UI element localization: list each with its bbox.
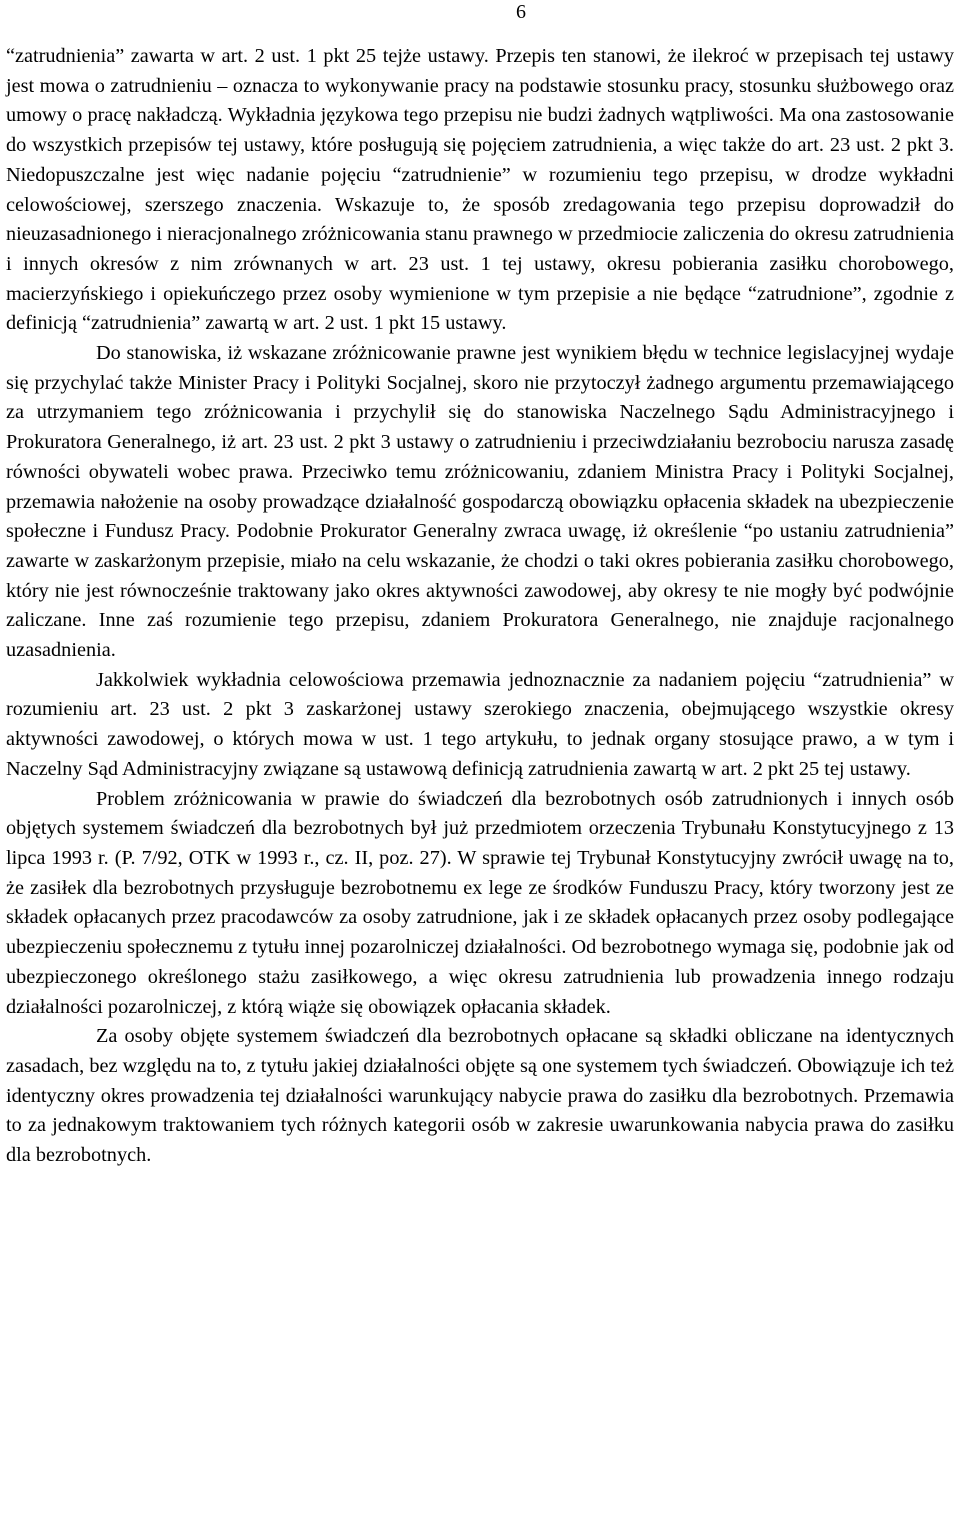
paragraph-3: Jakkolwiek wykładnia celowościowa przemawia jednoznacznie za nadaniem pojęciu “zatrudnienia” w rozumieniu art. 23 ust. 2 pkt 3 zaskarżonej ustawy szerokiego znaczenia, obejmującego wszystkie okresy aktywności zawodowej, o których mowa w ust. 1 tego artykułu, to jednak organy stosujące prawo, a w tym i Naczelny Sąd Administracyjny związane są ustawową definicją zatrudnienia zawartą w art. 2 pkt 25 tej ustawy.: [6, 668, 954, 780]
page-number: 6: [516, 1, 526, 23]
paragraph-1: “zatrudnienia” zawarta w art. 2 ust. 1 pkt 25 tejże ustawy. Przepis ten stanowi, że ilekroć w przepisach tej ustawy jest mowa o zatrudnieniu – oznacza to wykonywanie pracy na podstawie stosunku pracy, stosunku służbowego oraz umowy o pracę nakładczą. Wykładnia językowa tego przepisu nie budzi żadnych wątpliwości. Ma ona zastosowanie do wszystkich przepisów tej ustawy, które posługują się pojęciem zatrudnienia, a więc także do art. 23 ust. 2 pkt 3. Niedopuszczalne jest więc nadanie pojęciu “zatrudnienie” w rozumieniu tego przepisu, w drodze wykładni celowościowej, szerszego znaczenia. Wskazuje to, że sposób zredagowania tego przepisu doprowadził do nieuzasadnionego i nieracjonalnego zróżnicowania stanu prawnego w przedmiocie zaliczenia do okresu zatrudnienia i innych okresów z nim zrównanych w art. 23 ust. 1 tej ustawy, okresu pobierania zasiłku chorobowego, macierzyńskiego i opiekuńczego przez osoby wymienione w tym przepisie a nie będące “zatrudnione”, zgodnie z definicją “zatrudnienia” zawartą w art. 2 ust. 1 pkt 15 ustawy.: [6, 45, 954, 335]
document-body: [6, 42, 954, 1171]
paragraph-5: Za osoby objęte systemem świadczeń dla bezrobotnych opłacane są składki obliczane na identycznych zasadach, bez względu na to, z tytułu jakiej działalności objęte są one systemem tych świadczeń. Obowiązuje ich też identyczny okres prowadzenia tej działalności warunkujący nabycie prawa do zasiłku dla bezrobotnych. Przemawia to za jednakowym traktowaniem tych różnych kategorii osób w zakresie uwarunkowania nabycia prawa do zasiłku dla bezrobotnych.: [6, 1025, 954, 1167]
paragraph-4: Problem zróżnicowania w prawie do świadczeń dla bezrobotnych osób zatrudnionych i innych osób objętych systemem świadczeń dla bezrobotnych był już przedmiotem orzeczenia Trybunału Konstytucyjnego z 13 lipca 1993 r. (P. 7/92, OTK w 1993 r., cz. II, poz. 27). W sprawie tej Trybunał Konstytucyjny zwrócił uwagę na to, że zasiłek dla bezrobotnych przysługuje bezrobotnemu ex lege ze środków Funduszu Pracy, który tworzony jest ze składek opłacanych przez pracodawców za osoby zatrudnione, jak i ze składek opłacanych przez osoby podlegające ubezpieczeniu społecznemu z tytułu innej pozarolniczej działalności. Od bezrobotnego wymaga się, podobnie jak od ubezpieczonego określonego stażu zasiłkowego, a więc okresu zatrudnienia lub prowadzenia innego rodzaju działalności pozarolniczej, z którą wiąże się obowiązek opłacania składek.: [6, 787, 954, 1018]
paragraph-2: Do stanowiska, iż wskazane zróżnicowanie prawne jest wynikiem błędu w technice legislacyjnej wydaje się przychylać także Minister Pracy i Polityki Socjalnej, skoro nie przytoczył żadnego argumentu przemawiającego za utrzymaniem tego zróżnicowania i przychylił się do stanowiska Naczelnego Sądu Administracyjnego i Prokuratora Generalnego, iż art. 23 ust. 2 pkt 3 ustawy o zatrudnieniu i przeciwdziałaniu bezrobociu narusza zasadę równości obywateli wobec prawa. Przeciwko temu zróżnicowaniu, zdaniem Ministra Pracy i Polityki Socjalnej, przemawia nałożenie na osoby prowadzące działalność gospodarczą obowiązku opłacenia składek na ubezpieczenie społeczne i Fundusz Pracy. Podobnie Prokurator Generalny zwraca uwagę, iż określenie “po ustaniu zatrudnienia” zawarte w zaskarżonym przepisie, miało na celu wskazanie, że chodzi o taki okres pobierania zasiłku chorobowego, który nie jest równocześnie traktowany jako okres aktywności zawodowej, aby okresy te nie mogły być podwójnie zaliczane. Inne zaś rozumienie tego przepisu, zdaniem Prokuratora Generalnego, nie znajduje racjonalnego uzasadnienia.: [6, 342, 954, 662]
